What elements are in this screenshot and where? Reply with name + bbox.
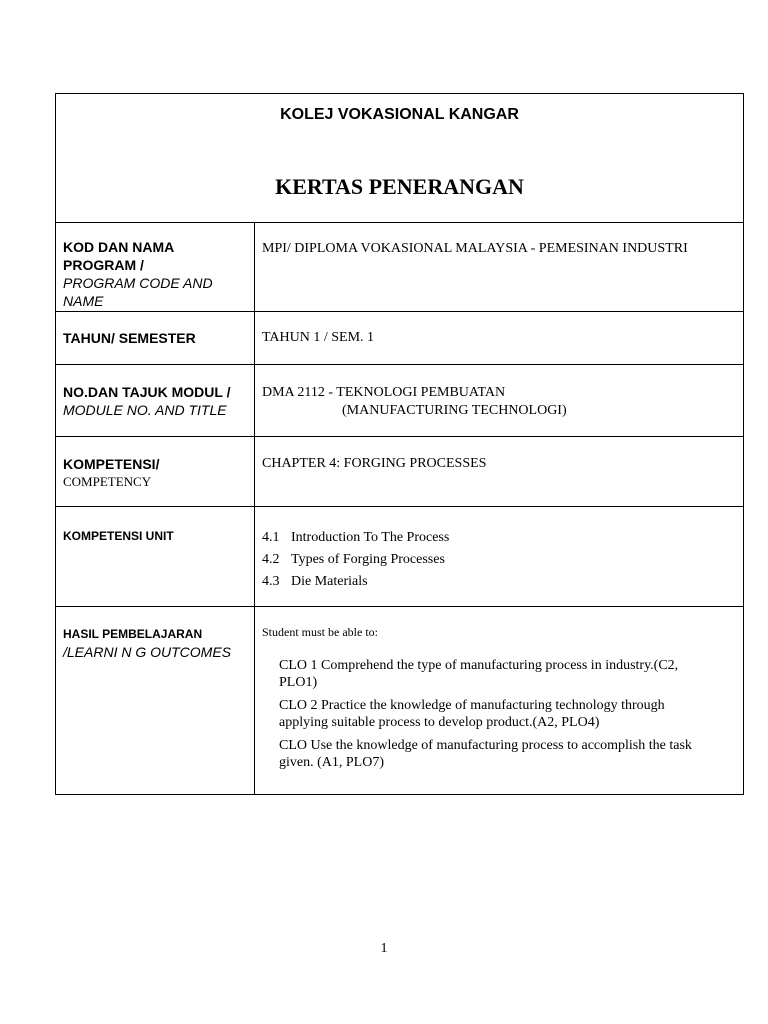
list-item-text: Introduction To The Process — [291, 530, 450, 545]
learning-outcomes-label-italic: /LEARNI N G OUTCOMES — [63, 644, 232, 660]
list-item — [262, 527, 743, 549]
competency-unit-row — [56, 507, 743, 607]
learning-outcomes-label — [56, 607, 255, 794]
module-label — [56, 365, 255, 436]
clo-1: CLO 1 Comprehend the type of manufacturing process in industry.(C2, PLO1) — [279, 658, 679, 690]
module-title-english: (MANUFACTURING TECHNOLOGI) — [342, 403, 567, 418]
page-number: 1 — [380, 941, 388, 956]
list-item — [262, 571, 743, 593]
list-item-text: Types of Forging Processes — [291, 552, 445, 567]
list-item-text: Die Materials — [291, 574, 368, 589]
program-label-italic: PROGRAM CODE AND NAME — [63, 275, 213, 309]
competency-unit-list — [255, 507, 743, 606]
learning-outcomes-label-bold: HASIL PEMBELAJARAN — [63, 627, 203, 641]
competency-unit-label-bold: KOMPETENSI UNIT — [63, 529, 174, 543]
competency-label — [56, 437, 255, 506]
learning-outcomes-row — [56, 607, 743, 794]
module-code-title: DMA 2112 - TEKNOLOGI PEMBUATAN — [262, 385, 506, 400]
competency-unit-label — [56, 507, 255, 606]
module-row — [56, 365, 743, 437]
module-value — [255, 365, 743, 436]
semester-label — [56, 312, 255, 364]
semester-row — [56, 312, 743, 365]
semester-value: TAHUN 1 / SEM. 1 — [262, 330, 375, 345]
module-label-italic: MODULE NO. AND TITLE — [63, 402, 227, 418]
clo-2: CLO 2 Practice the knowledge of manufacturing technology through applying suitable process to develop product.(A2, PLO4) — [279, 698, 665, 730]
competency-label-bold: KOMPETENSI/ — [63, 456, 160, 472]
list-item-number: 4.1 — [262, 530, 280, 545]
program-value: MPI/ DIPLOMA VOKASIONAL MALAYSIA - PEMESINAN INDUSTRI — [262, 241, 688, 256]
list-item-number: 4.3 — [262, 574, 280, 589]
program-label — [56, 223, 255, 311]
program-label-bold: KOD DAN NAMA PROGRAM / — [63, 239, 174, 273]
list-item — [262, 549, 743, 571]
semester-label-bold: TAHUN/ SEMESTER — [63, 330, 196, 346]
clo-3: CLO Use the knowledge of manufacturing process to accomplish the task given. (A1, PLO7) — [279, 738, 692, 770]
school-name: KOLEJ VOKASIONAL KANGAR — [280, 106, 519, 123]
competency-row — [56, 437, 743, 507]
module-label-bold: NO.DAN TAJUK MODUL / — [63, 384, 231, 400]
program-row — [56, 223, 743, 312]
document-header — [56, 94, 743, 223]
learning-outcomes-value — [255, 607, 743, 794]
outcomes-intro: Student must be able to: — [262, 625, 378, 639]
competency-label-plain: COMPETENCY — [63, 474, 152, 489]
list-item-number: 4.2 — [262, 552, 280, 567]
description-sheet-table — [55, 93, 744, 795]
competency-value: CHAPTER 4: FORGING PROCESSES — [262, 456, 487, 471]
document-title: KERTAS PENERANGAN — [275, 174, 524, 199]
